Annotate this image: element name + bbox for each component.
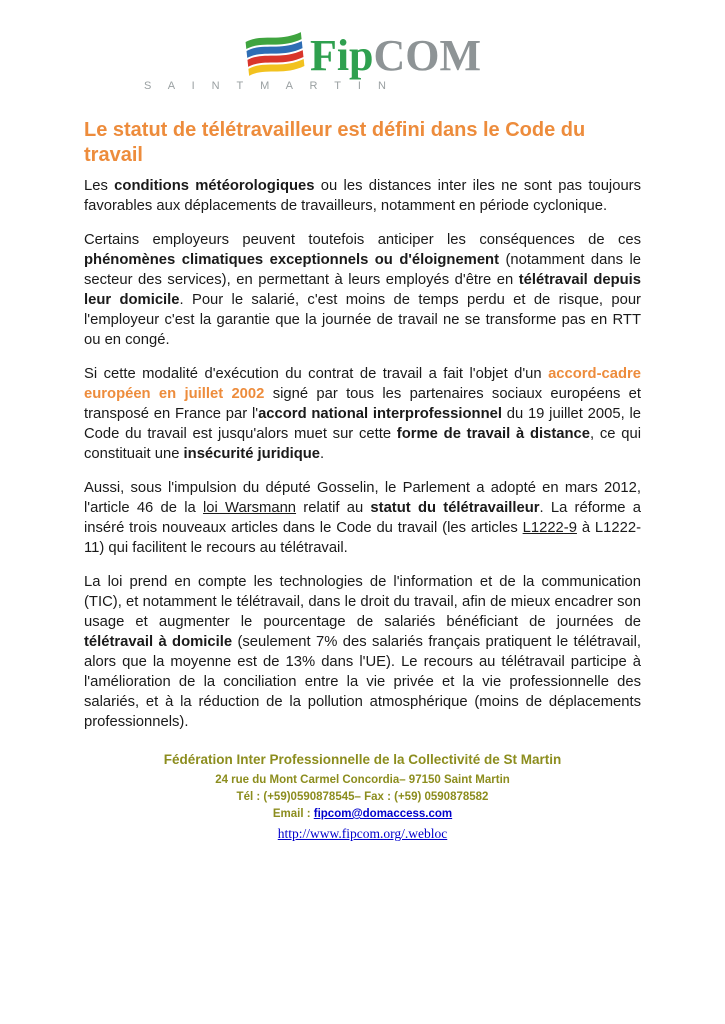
text-segment: du 19 juillet 2005, le Code du travail est jusqu'alors muet sur cette bbox=[84, 406, 641, 442]
footer-phone-fax: Tél : (+59)0590878545– Fax : (+59) 0590878582 bbox=[236, 791, 489, 803]
paragraph bbox=[84, 230, 641, 350]
text-segment: signé par tous les partenaires sociaux européens et transposé en France par l' bbox=[84, 386, 641, 422]
text-segment: accord-cadre européen en juillet 2002 bbox=[84, 366, 641, 402]
text-segment: (notamment dans le secteur des services), en permettant à leurs employés d'être en bbox=[84, 252, 641, 288]
fipcom-flag-icon bbox=[244, 30, 306, 78]
text-segment: télétravail à domicile bbox=[84, 634, 233, 650]
website-link[interactable]: http://www.fipcom.org/.webloc bbox=[277, 826, 448, 841]
text-segment: accord national interprofessionnel bbox=[258, 406, 502, 422]
text-segment: . Pour le salarié, c'est moins de temps perdu et de risque, pour l'employeur c'est la garantie que la journée de travail ne se transforme pas en RTT ou en congé. bbox=[84, 292, 641, 348]
footer-email-line bbox=[84, 806, 641, 823]
logo-row bbox=[244, 31, 482, 80]
text-segment: (seulement 7% des salariés français pratiquent le télétravail, alors que la moyenne est de 13% dans l'UE). Le recours au télétravail participe à l'amélioration de la conciliation entre la vie privée et la vie professionnelle des salariés, et à la réduction de la pollution atmosphérique (moins de déplacements professionnels). bbox=[84, 634, 641, 730]
text-segment: statut du télétravailleur bbox=[370, 500, 540, 516]
footer bbox=[84, 752, 641, 843]
text-segment: Les bbox=[84, 178, 115, 194]
article-body bbox=[84, 176, 641, 732]
text-segment: forme de travail à distance bbox=[396, 426, 591, 442]
paragraph bbox=[84, 572, 641, 732]
text-segment: conditions météorologiques bbox=[114, 178, 315, 194]
email-link[interactable]: fipcom@domaccess.com bbox=[313, 808, 453, 820]
text-segment: phénomènes climatiques exceptionnels ou d'éloignement bbox=[84, 252, 500, 268]
footer-address: 24 rue du Mont Carmel Concordia– 97150 Saint Martin bbox=[215, 774, 510, 786]
brand-wordmark bbox=[309, 31, 482, 80]
inline-link[interactable]: L1222-9 bbox=[522, 520, 577, 536]
text-segment: La loi prend en compte les technologies de l'information et de la communication (TIC), et notamment le télétravail, dans le droit du travail, afin de mieux encadrer son usage et augmenter le pourcentage de salariés bénéficiant de journées de bbox=[84, 574, 641, 630]
text-segment: relatif au bbox=[296, 500, 371, 516]
text-segment: télétravail depuis leur domicile bbox=[84, 272, 641, 308]
text-segment: insécurité juridique bbox=[183, 446, 321, 462]
brand-subtitle: S A I N T M A R T I N bbox=[144, 80, 393, 92]
text-segment: à L1222-11) qui facilitent le recours au télétravail. bbox=[84, 520, 642, 556]
text-segment: ou les distances inter iles ne sont pas toujours favorables aux déplacements de travailleurs, notamment en période cyclonique. bbox=[84, 178, 641, 214]
paragraph bbox=[84, 176, 641, 216]
brand-fip: Fip bbox=[309, 31, 374, 80]
logo-block bbox=[84, 31, 641, 92]
footer-org-name: Fédération Inter Professionnelle de la Collectivité de St Martin bbox=[163, 752, 562, 767]
text-segment: . La réforme a inséré trois nouveaux articles dans le Code du travail (les articles bbox=[84, 500, 642, 536]
inline-link[interactable]: loi Warsmann bbox=[203, 500, 297, 516]
text-segment: , ce qui constituait une bbox=[84, 426, 641, 462]
brand-com: COM bbox=[373, 31, 482, 80]
text-segment: Aussi, sous l'impulsion du député Gosselin, le Parlement a adopté en mars 2012, l'article 46 de la bbox=[84, 480, 641, 516]
page-title: Le statut de télétravailleur est défini dans le Code du travail bbox=[84, 119, 586, 166]
paragraph bbox=[84, 364, 641, 464]
text-segment: . bbox=[320, 446, 325, 462]
paragraph bbox=[84, 478, 641, 558]
text-segment: Certains employeurs peuvent toutefois anticiper les conséquences de ces bbox=[84, 232, 641, 248]
email-label: Email : bbox=[272, 808, 314, 820]
text-segment: Si cette modalité d'exécution du contrat de travail a fait l'objet d'un bbox=[84, 366, 549, 382]
footer-web-line bbox=[84, 825, 641, 843]
